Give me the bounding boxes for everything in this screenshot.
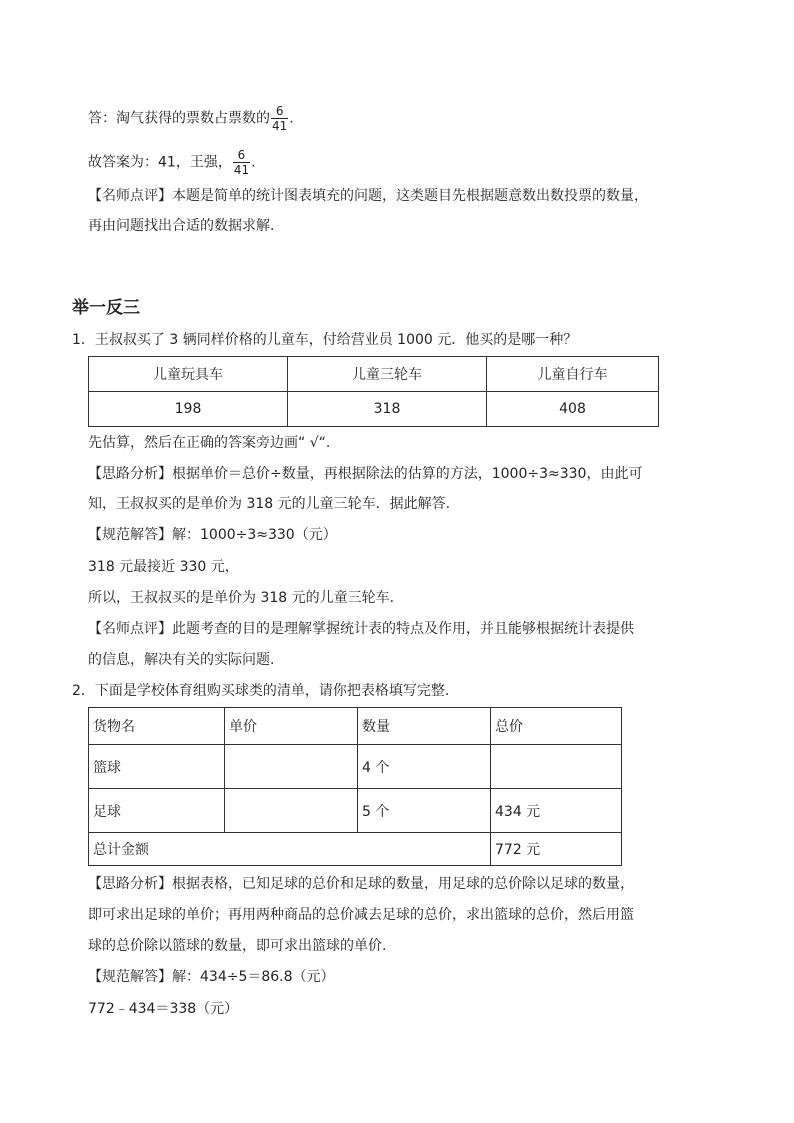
final-answer-prefix: 故答案为：41，王强，	[88, 154, 232, 171]
table-cell: 篮球	[89, 745, 225, 789]
q1-solution-line-1	[88, 525, 337, 545]
section-title: 举一反三	[72, 298, 140, 318]
q1-comment-line-2: 的信息，解决有关的实际问题.	[88, 652, 275, 668]
fraction-denominator: 41	[233, 163, 250, 177]
intro-comment-line-2	[88, 216, 274, 236]
intro-comment-line-1	[88, 186, 648, 206]
q1-price-table	[88, 356, 659, 427]
table-cell: 足球	[89, 789, 225, 833]
comment-tag: 【名师点评】	[88, 621, 172, 637]
q1-solution-line-3: 所以，王叔叔买的是单价为 318 元的儿童三轮车.	[88, 590, 395, 606]
table-cell: 总计金额	[89, 833, 491, 866]
table-row	[89, 745, 622, 789]
table-cell: 4 个	[358, 745, 491, 789]
table-header: 儿童自行车	[487, 357, 659, 392]
analysis-tag: 【思路分析】	[88, 466, 172, 482]
table-cell	[225, 789, 358, 833]
analysis-text: 根据表格，已知足球的总价和足球的数量，用足球的总价除以足球的数量，	[172, 876, 634, 892]
solution-tag: 【规范解答】	[88, 527, 172, 543]
table-row	[89, 708, 622, 745]
table-header: 儿童三轮车	[288, 357, 487, 392]
q1-instruction: 先估算，然后在正确的答案旁边画“ √“.	[88, 435, 331, 451]
q1-analysis-line-1	[88, 464, 642, 484]
solution-tag: 【规范解答】	[88, 969, 172, 985]
q2-question: 2．下面是学校体育组购买球类的清单，请你把表格填写完整.	[72, 683, 450, 699]
answer-suffix: .	[289, 110, 294, 127]
q1-question: 1．王叔叔买了 3 辆同样价格的儿童车，付给营业员 1000 元．他买的是哪一种？	[72, 332, 578, 348]
q2-analysis-line-3: 球的总价除以篮球的数量，即可求出篮球的单价.	[88, 938, 387, 954]
final-answer-line	[88, 148, 256, 177]
table-header: 单价	[225, 708, 358, 745]
solution-text: 解：1000÷3≈330（元）	[172, 527, 337, 543]
fraction-numerator: 6	[237, 148, 246, 162]
comment-text: 再由问题找出合适的数据求解.	[88, 218, 275, 234]
q2-analysis-line-2: 即可求出足球的单价；再用两种商品的总价减去足球的总价，求出篮球的总价，然后用篮	[88, 907, 634, 923]
table-header: 总价	[491, 708, 622, 745]
q2-solution-line-2: 772﹣434＝338（元）	[88, 1001, 239, 1017]
table-cell: 198	[89, 392, 288, 427]
comment-text: 此题考查的目的是理解掌握统计表的特点及作用，并且能够根据统计表提供	[172, 621, 634, 637]
table-header: 数量	[358, 708, 491, 745]
q1-analysis-line-2: 知，王叔叔买的是单价为 318 元的儿童三轮车．据此解答.	[88, 496, 451, 512]
table-row	[89, 833, 622, 866]
table-row	[89, 357, 659, 392]
q1-comment-line-1	[88, 619, 634, 639]
answer-prefix: 答：淘气获得的票数占票数的	[88, 110, 270, 127]
answer-line	[88, 104, 294, 133]
table-cell: 318	[288, 392, 487, 427]
table-cell: 434 元	[491, 789, 622, 833]
table-header: 货物名	[89, 708, 225, 745]
table-cell	[225, 745, 358, 789]
q1-solution-line-2: 318 元最接近 330 元，	[88, 559, 239, 575]
analysis-tag: 【思路分析】	[88, 876, 172, 892]
table-row	[89, 392, 659, 427]
table-header: 儿童玩具车	[89, 357, 288, 392]
fraction-numerator: 6	[275, 104, 284, 118]
table-cell: 408	[487, 392, 659, 427]
table-row	[89, 789, 622, 833]
q2-analysis-line-1	[88, 874, 634, 894]
table-cell: 5 个	[358, 789, 491, 833]
comment-tag: 【名师点评】	[88, 188, 172, 204]
answer-fraction	[271, 104, 288, 133]
q2-solution-line-1	[88, 967, 335, 987]
q2-purchase-table	[88, 707, 622, 866]
solution-text: 解：434÷5＝86.8（元）	[172, 969, 335, 985]
comment-text: 本题是简单的统计图表填充的问题，这类题目先根据题意数出数投票的数量，	[172, 188, 648, 204]
final-answer-fraction	[233, 148, 250, 177]
table-cell: 772 元	[491, 833, 622, 866]
table-cell	[491, 745, 622, 789]
analysis-text: 根据单价＝总价÷数量，再根据除法的估算的方法，1000÷3≈330，由此可	[172, 466, 643, 482]
final-answer-suffix: .	[251, 154, 256, 171]
fraction-denominator: 41	[272, 119, 288, 133]
